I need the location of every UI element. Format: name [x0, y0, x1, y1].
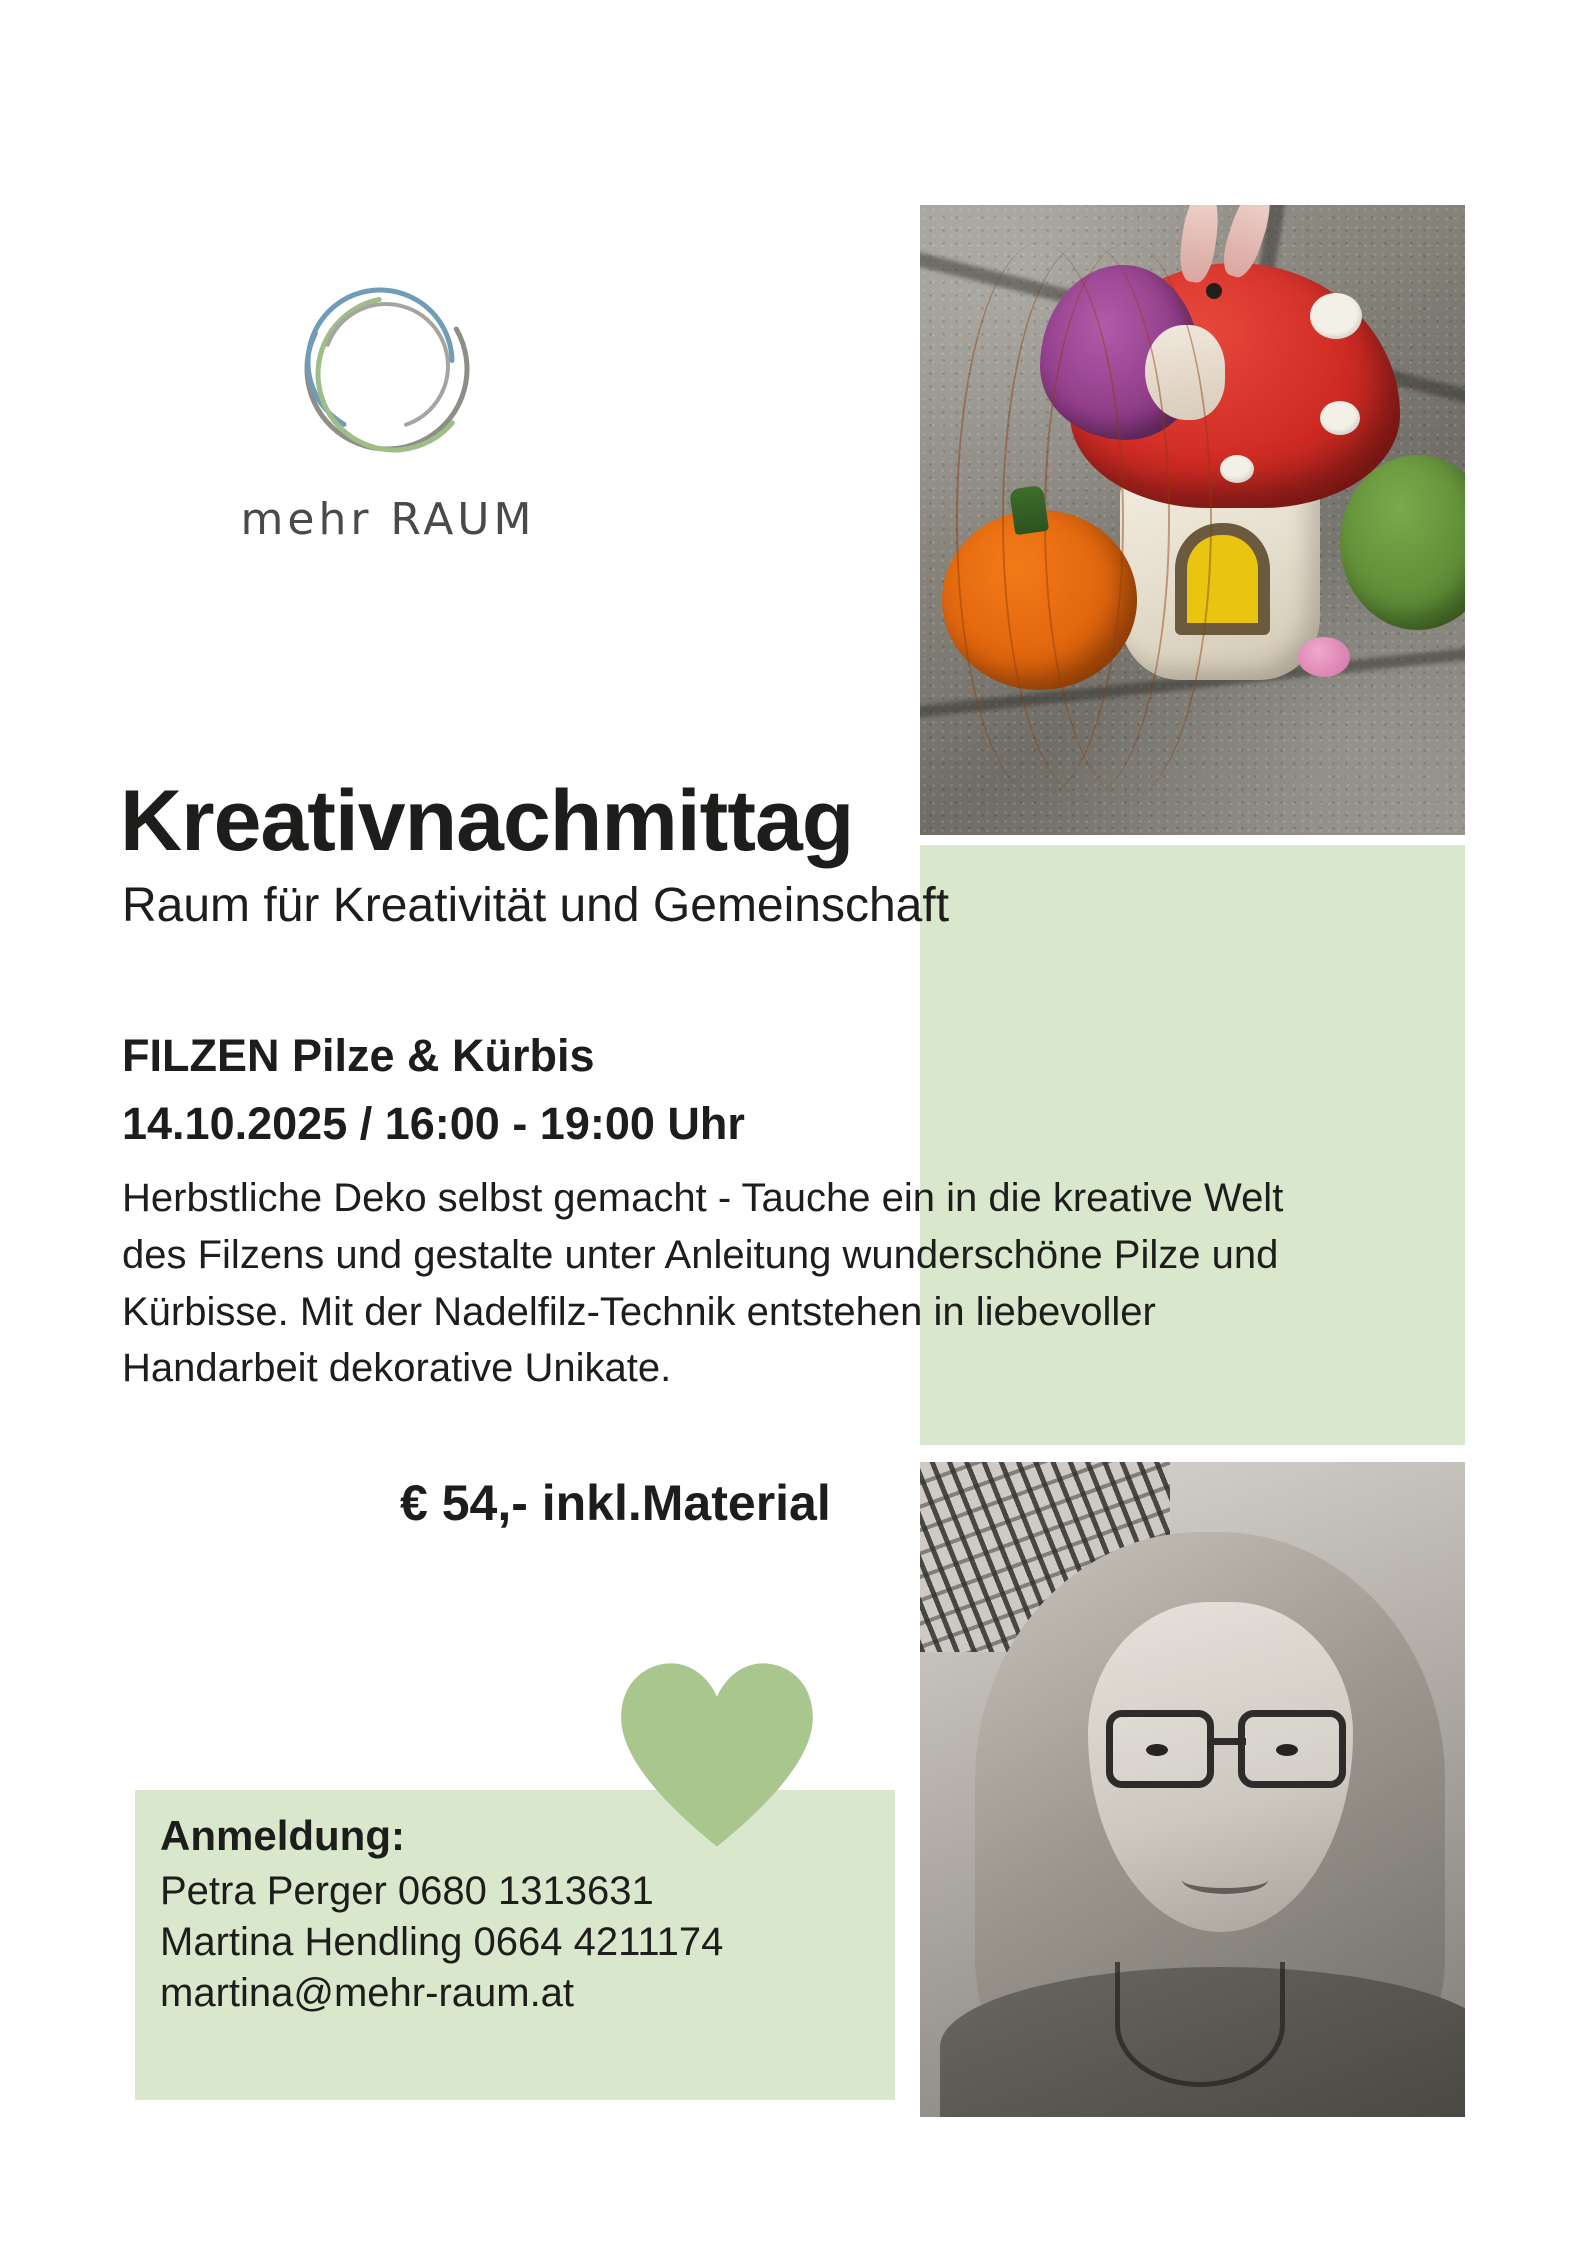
- course-date-time: 14.10.2025 / 16:00 - 19:00 Uhr: [122, 1098, 745, 1149]
- logo-swirl-icon: [280, 262, 495, 477]
- instructor-portrait-photo: [920, 1462, 1465, 2117]
- course-name: FILZEN Pilze & Kürbis: [122, 1030, 595, 1081]
- registration-contact-2: Martina Hendling 0664 4211174: [160, 1920, 724, 1965]
- page-subtitle: Raum für Kreativität und Gemeinschaft: [122, 879, 950, 932]
- course-price: € 54,- inkl.Material: [400, 1475, 831, 1531]
- page-title: Kreativnachmittag: [120, 773, 854, 869]
- registration-contact-1: Petra Perger 0680 1313631: [160, 1869, 654, 1913]
- registration-block: [160, 1812, 880, 2020]
- felt-craft-photo: [920, 205, 1465, 835]
- registration-email[interactable]: martina@mehr-raum.at: [160, 1971, 575, 2016]
- registration-heading: Anmeldung:: [160, 1812, 405, 1859]
- brand-name: mehr RAUM: [240, 494, 536, 545]
- brand-logo: [208, 262, 568, 622]
- course-description: Herbstliche Deko selbst gemacht - Tauche ein in die kreative Welt des Filzens und gestalte unter Anleitung wunderschöne Pilze und Kürbisse. Mit der Nadelfilz-Technik entstehen in liebevoller Handarbeit dekorative Unikate.: [122, 1176, 1284, 1391]
